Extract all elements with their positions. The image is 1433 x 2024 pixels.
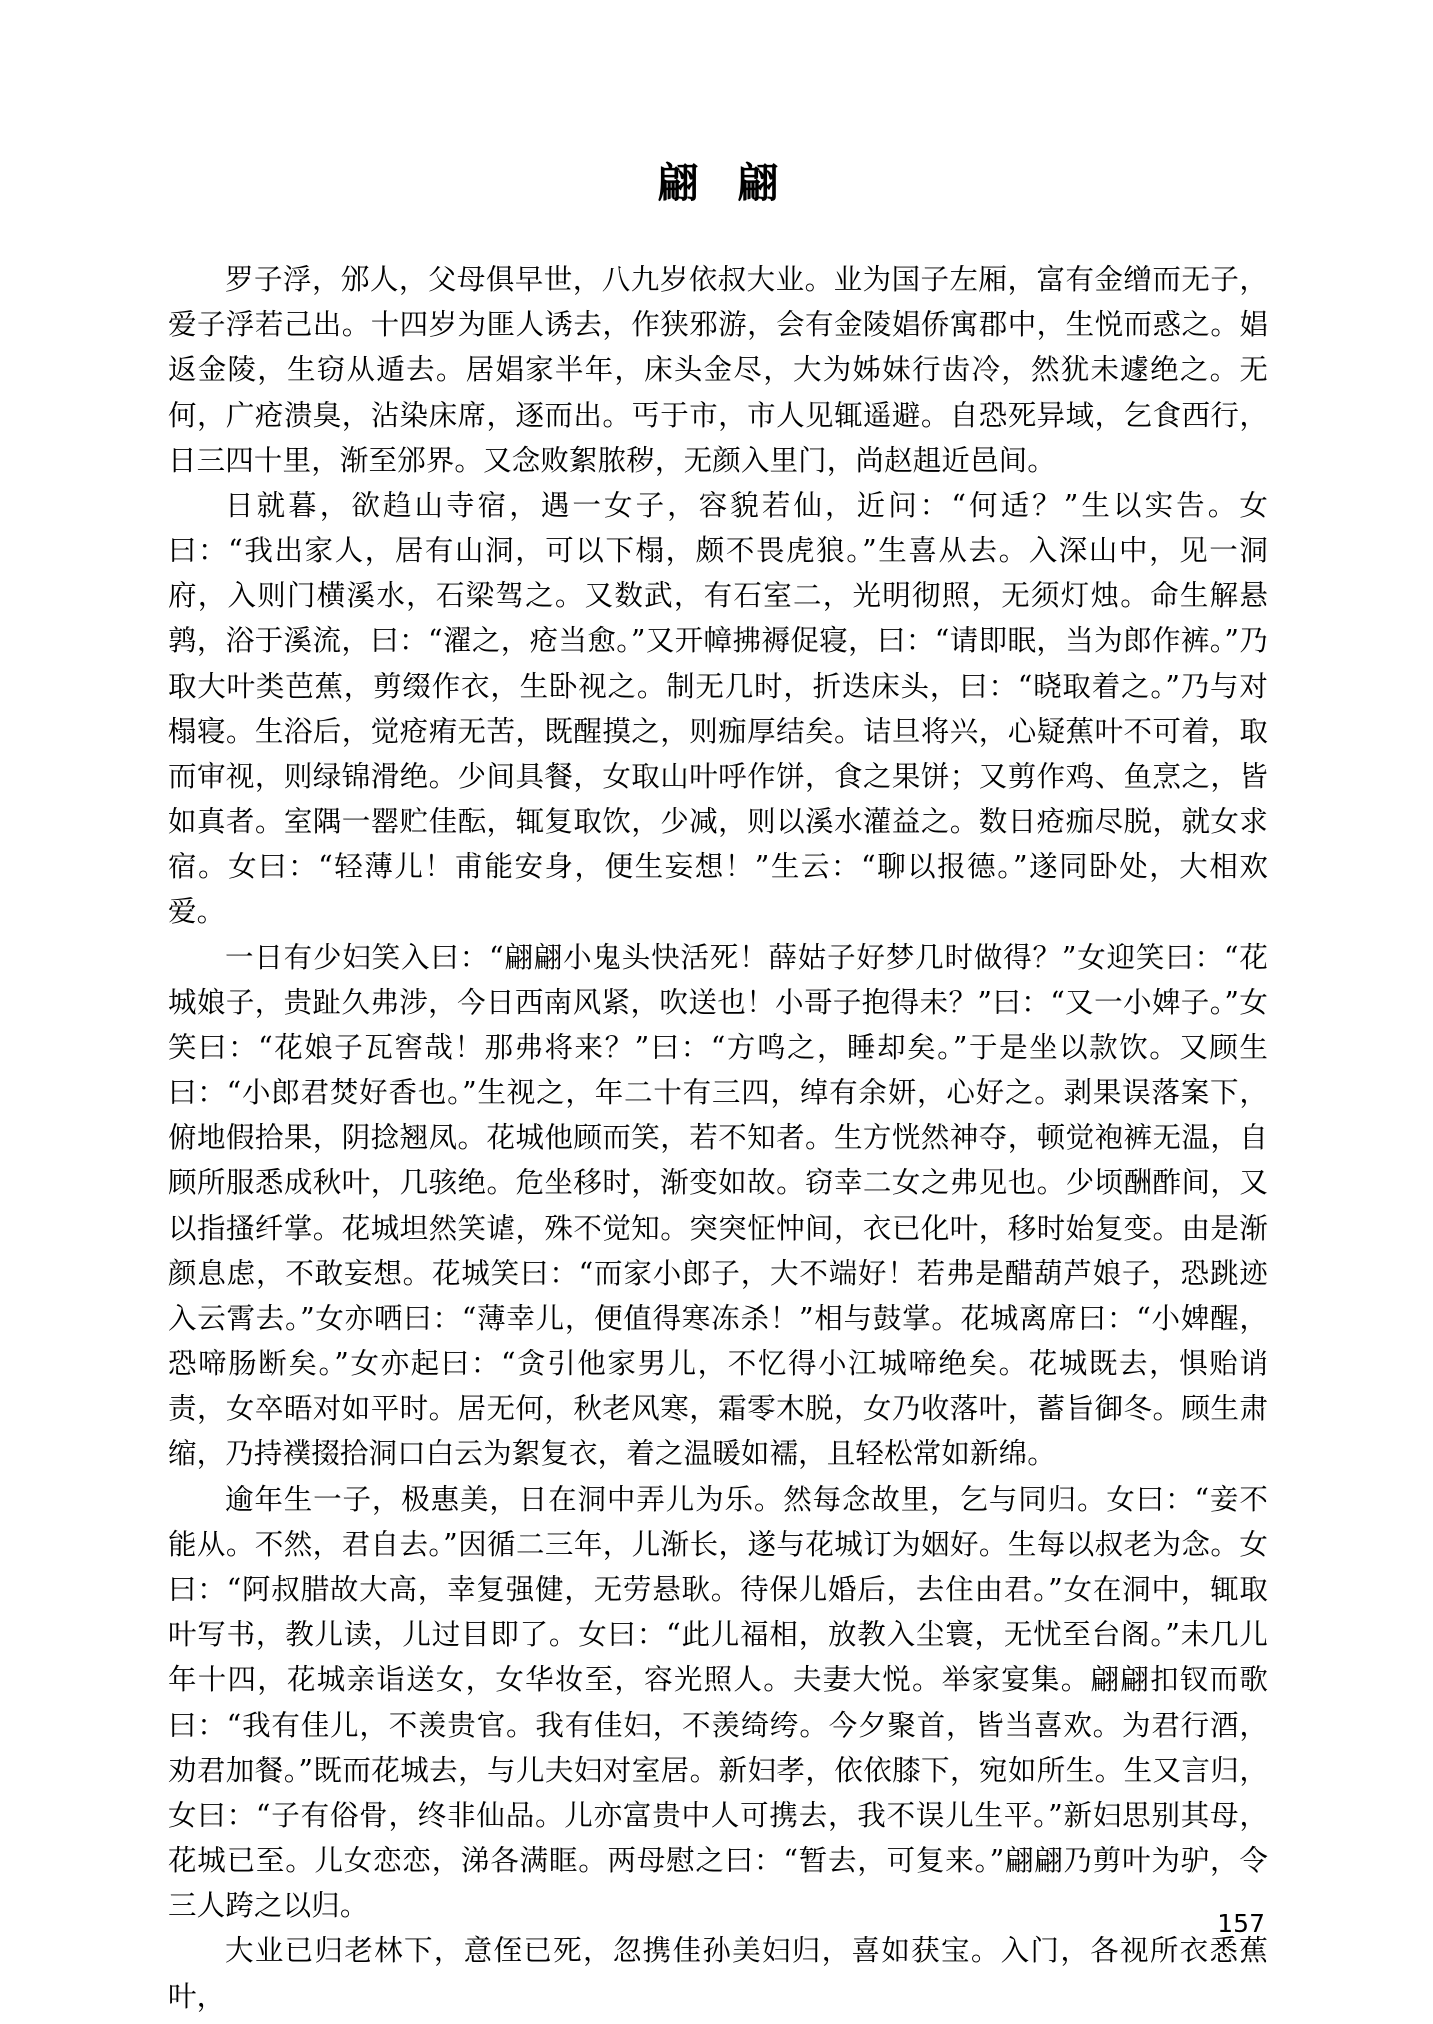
body-paragraph: 一日有少妇笑入曰：“翩翩小鬼头快活死！薛姑子好梦几时做得？”女迎笑曰：“花城娘子，贵趾久弗涉，今日西南风紧，吹送也！小哥子抱得未？”曰：“又一小婢子。”女笑曰：“花娘子瓦窖哉！那弗将来？”曰：“方鸣之，睡却矣。”于是坐以款饮。又顾生曰：“小郎君焚好香也。”生视之，年二十有三四，绰有余妍，心好之。剥果误落案下，俯地假拾果，阴捻翘凤。花城他顾而笑，若不知者。生方恍然神夺，顿觉袍裤无温，自顾所服悉成秋叶，几骇绝。危坐移时，渐变如故。窃幸二女之弗见也。少顷酬酢间，又以指搔纤掌。花城坦然笑谑，殊不觉知。突突怔忡间，衣已化叶，移时始复变。由是渐颜息虑，不敢妄想。花城笑曰：“而家小郎子，大不端好！若弗是醋葫芦娘子，恐跳迹入云霄去。”女亦哂曰：“薄幸儿，便值得寒冻杀！”相与鼓掌。花城离席曰：“小婢醒，恐啼肠断矣。”女亦起曰：“贪引他家男儿，不忆得小江城啼绝矣。花城既去，惧贻诮责，女卒晤对如平时。居无何，秋老风寒，霜零木脱，女乃收落叶，蓄旨御冬。顾生肃缩，乃持襆掇拾洞口白云为絮复衣，着之温暖如襦，且轻松常如新绵。 <box>168 940 1268 1471</box>
body-paragraph: 罗子浮，邠人，父母俱早世，八九岁依叔大业。业为国子左厢，富有金缯而无子，爱子浮若己出。十四岁为匪人诱去，作狭邪游，会有金陵娼侨寓郡中，生悦而惑之。娼返金陵，生窃从遁去。居娼家半年，床头金尽，大为姊妹行齿冷，然犹未遽绝之。无何，广疮溃臭，沾染床席，逐而出。丐于市，市人见辄遥避。自恐死异域，乞食西行，日三四十里，渐至邠界。又念败絮脓秽，无颜入里门，尚赵趄近邑间。 <box>168 263 1268 477</box>
body-paragraph: 大业已归老林下，意侄已死，忽携佳孙美妇归，喜如获宝。入门，各视所衣悉蕉叶， <box>168 1934 1268 2013</box>
body-paragraph: 日就暮，欲趋山寺宿，遇一女子，容貌若仙，近问：“何适？”生以实告。女曰：“我出家人，居有山洞，可以下榻，颇不畏虎狼。”生喜从去。入深山中，见一洞府，入则门横溪水，石梁驾之。又数武，有石室二，光明彻照，无须灯烛。命生解悬鹑，浴于溪流，曰：“濯之，疮当愈。”又开幛拂褥促寝，曰：“请即眠，当为郎作裤。”乃取大叶类芭蕉，剪缀作衣，生卧视之。制无几时，折迭床头，曰：“晓取着之。”乃与对榻寝。生浴后，觉疮痏无苦，既醒摸之，则痂厚结矣。诘旦将兴，心疑蕉叶不可着，取而审视，则绿锦滑绝。少间具餐，女取山叶呼作饼，食之果饼；又剪作鸡、鱼烹之，皆如真者。室隅一罂贮佳酝，辄复取饮，少减，则以溪水灌益之。数日疮痂尽脱，就女求宿。女曰：“轻薄儿！甫能安身，便生妄想！”生云：“聊以报德。”遂同卧处，大相欢爱。 <box>168 488 1268 929</box>
page-title: 翩 翩 <box>657 159 791 207</box>
body-paragraph: 逾年生一子，极惠美，日在洞中弄儿为乐。然每念故里，乞与同归。女曰：“妾不能从。不然，君自去。”因循二三年，儿渐长，遂与花城订为姻好。生每以叔老为念。女曰：“阿叔腊故大高，幸复强健，无劳悬耿。待保儿婚后，去住由君。”女在洞中，辄取叶写书，教儿读，儿过目即了。女曰：“此儿福相，放教入尘寰，无忧至台阁。”未几儿年十四，花城亲诣送女，女华妆至，容光照人。夫妻大悦。举家宴集。翩翩扣钗而歌曰：“我有佳儿，不羡贵官。我有佳妇，不羡绮绔。今夕聚首，皆当喜欢。为君行酒，劝君加餐。”既而花城去，与儿夫妇对室居。新妇孝，依依膝下，宛如所生。生又言归，女曰：“子有俗骨，终非仙品。儿亦富贵中人可携去，我不误儿生平。”新妇思别其母，花城已至。儿女恋恋，涕各满眶。两母慰之曰：“暂去，可复来。”翩翩乃剪叶为驴，令三人跨之以归。 <box>168 1482 1268 1923</box>
page-number: 157 <box>1217 1909 1265 1938</box>
page-content <box>168 150 1268 2019</box>
